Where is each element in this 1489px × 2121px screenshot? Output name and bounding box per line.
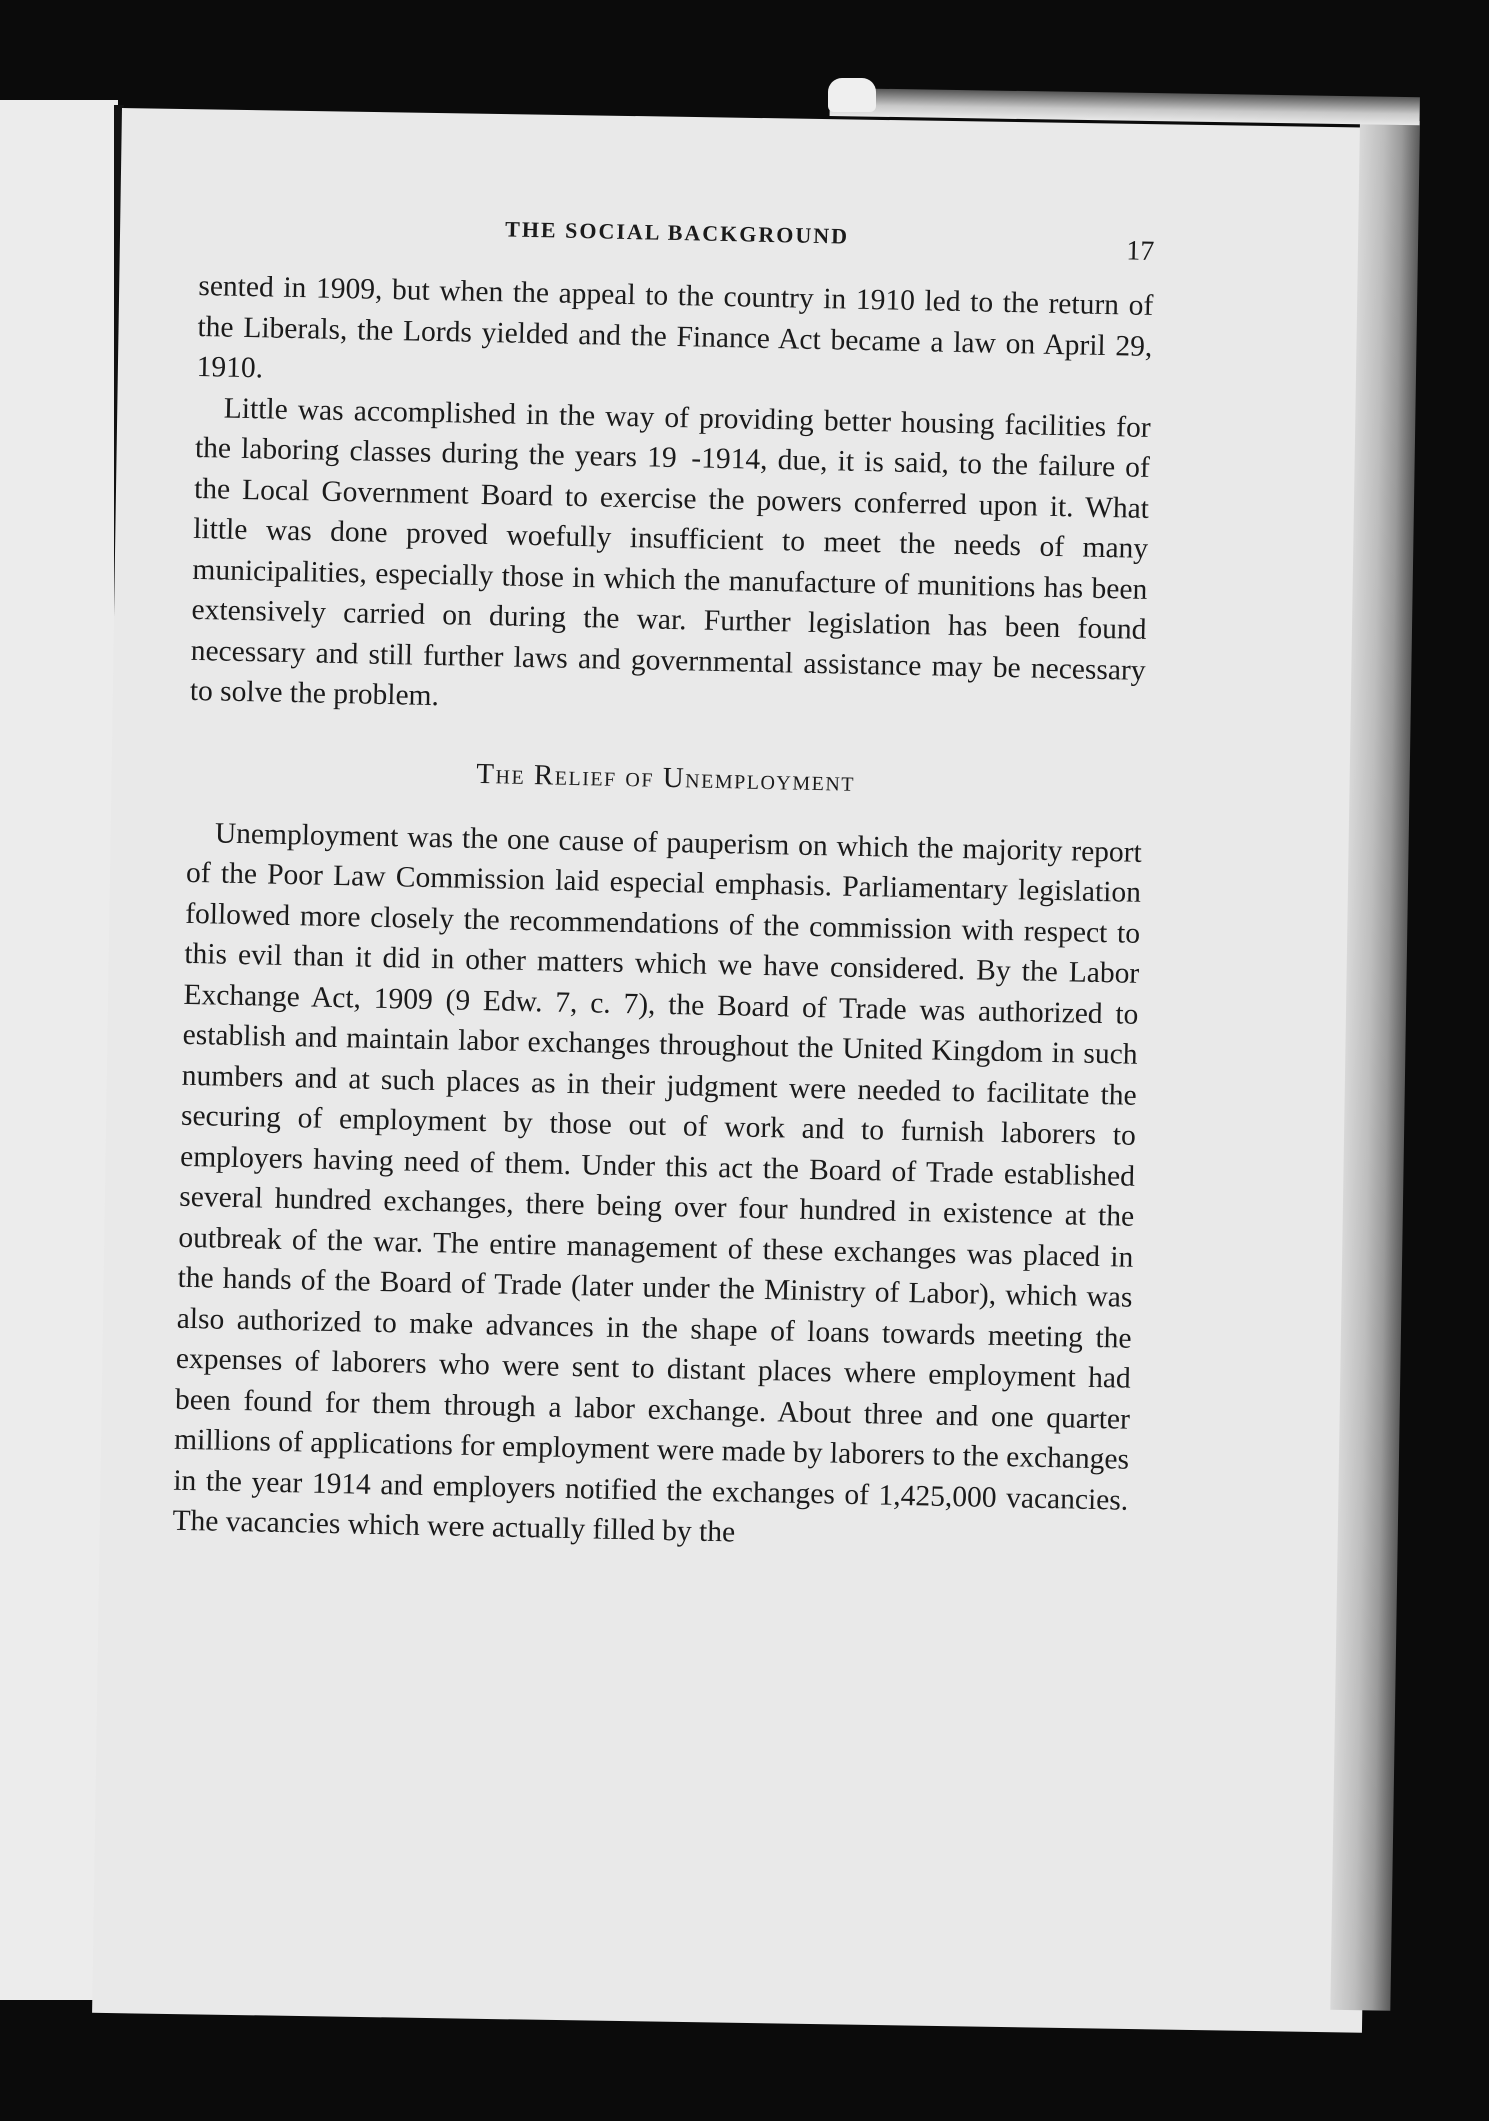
paragraph-continuation: sented in 1909, but when the appeal to the country in 1910 led to the return of the Liberals, the Lords yielded and the Finance Act became a law on April 29, 1910. (196, 269, 1154, 385)
running-head-title: THE SOCIAL BACKGROUND (504, 216, 850, 249)
paragraph-unemployment: Unemployment was the one cause of pauperism on which the majority report of the Poor Law Commission laid especial emphasis. Parliamentary legislation followed more closely the recommendations of the commission with respect to this evil than it did in other matters which we have considered. By the Labor Exchange Act, 1909 (9 Edw. 7, c. 7), the Board of Trade was authorized to establish and maintain labor exchanges throughout the United Kingdom in such numbers and at such places as in their judgment were needed to facilitate the securing of employment by those out of work and to furnish laborers to employers having need of them. Under this act the Board of Trade established several hundred exchanges, there being over four hundred in existence at the outbreak of the war. The entire management of these exchanges was placed in the hands of the Board of Trade (later under the Ministry of Labor), which was also authorized to make advances in the shape of loans towards meeting the expenses of laborers who were sent to distant places where employment had been found for them through a labor exchange. About three and one quarter millions of applications for employment were made by laborers to the exchanges in the year 1914 and employers notified the exchanges of 1,425,000 vacancies. The vacancies which were actually filled by the (172, 816, 1143, 1549)
section-heading: The Relief of Unemployment (476, 757, 856, 798)
page-number: 17 (1126, 235, 1155, 267)
paragraph-housing: Little was accomplished in the way of providing better housing facilities for the laboring classes during the years 19 -1914, due, it is said, to the failure of the Local Government Board to exercise the powers conferred upon it. What little was done proved woefully insufficient to meet the needs of many municipalities, especially those in which the manufacture of munitions has been extensively carried on during the war. Further legislation has been found necessary and still further laws and governmental assistance may be necessary to solve the problem. (189, 392, 1151, 713)
page-text (172, 210, 1155, 1561)
paper-tab (828, 78, 876, 112)
